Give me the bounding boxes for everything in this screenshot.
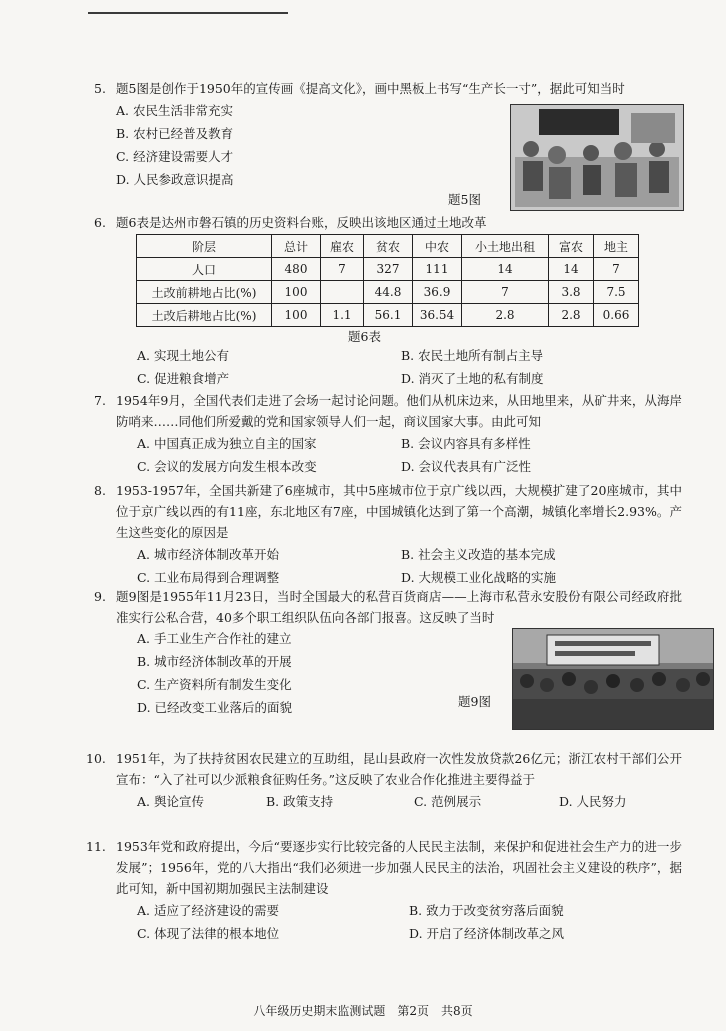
table-cell: 111 xyxy=(413,258,462,281)
option-a[interactable]: A. 手工业生产合作社的建立 xyxy=(137,631,292,646)
option-d[interactable]: D. 人民参政意识提高 xyxy=(116,172,234,187)
question-10-options xyxy=(116,790,682,813)
table-cell: 1.1 xyxy=(321,304,364,327)
question-number: 5. xyxy=(94,81,106,96)
table-header-cell: 雇农 xyxy=(321,235,364,258)
table-cell: 7 xyxy=(321,258,364,281)
table-cell: 土改前耕地占比(%) xyxy=(137,281,272,304)
figure-5-caption: 题5图 xyxy=(448,192,481,207)
option-d[interactable]: D. 已经改变工业落后的面貌 xyxy=(137,700,293,715)
question-number: 9. xyxy=(94,589,106,604)
option-b[interactable]: B. 政策支持 xyxy=(266,794,334,809)
table-row xyxy=(137,281,639,304)
table-header-cell: 中农 xyxy=(413,235,462,258)
option-a[interactable]: A. 适应了经济建设的需要 xyxy=(137,903,279,918)
question-number: 7. xyxy=(94,393,106,408)
option-c[interactable]: C. 会议的发展方向发生根本改变 xyxy=(137,459,317,474)
question-stem: 题5图是创作于1950年的宣传画《提高文化》，画中黑板上书写“生产长一寸”，据此可知当时 xyxy=(116,81,625,96)
option-c[interactable]: C. 生产资料所有制发生变化 xyxy=(137,677,292,692)
question-10 xyxy=(86,748,682,813)
question-6 xyxy=(94,212,682,233)
top-rule xyxy=(88,12,288,14)
table-header-row xyxy=(137,235,639,258)
table-header-cell: 阶层 xyxy=(137,235,272,258)
option-b[interactable]: B. 社会主义改造的基本完成 xyxy=(401,547,556,562)
table-cell: 2.8 xyxy=(462,304,549,327)
table-cell: 100 xyxy=(272,304,321,327)
option-d[interactable]: D. 会议代表具有广泛性 xyxy=(401,459,532,474)
option-c[interactable]: C. 体现了法律的根本地位 xyxy=(137,926,280,941)
table-cell: 0.66 xyxy=(594,304,639,327)
option-b[interactable]: B. 城市经济体制改革的开展 xyxy=(137,654,292,669)
table-cell: 2.8 xyxy=(549,304,594,327)
question-number: 10. xyxy=(86,751,106,766)
question-stem: 1953-1957年，全国共新建了6座城市，其中5座城市位于京广线以西，大规模扩建了20座城市，其中位于京广线以西的有11座，东北地区有7座，中国城镇化达到了第一个高潮，城镇化率增长2.93%。产生这些变化的原因是 xyxy=(116,483,682,540)
table-cell: 14 xyxy=(549,258,594,281)
option-a[interactable]: A. 农民生活非常充实 xyxy=(116,103,233,118)
table-cell: 7 xyxy=(594,258,639,281)
table-row xyxy=(137,258,639,281)
question-6-options-row-1 xyxy=(137,344,703,367)
table-cell: 7 xyxy=(462,281,549,304)
option-b[interactable]: B. 会议内容具有多样性 xyxy=(401,436,531,451)
table-cell: 100 xyxy=(272,281,321,304)
option-a[interactable]: A. 中国真正成为独立自主的国家 xyxy=(137,436,317,451)
question-stem: 题6表是达州市磐石镇的历史资料台账，反映出该地区通过土地改革 xyxy=(116,215,487,230)
option-d[interactable]: D. 人民努力 xyxy=(559,794,627,809)
question-9-options xyxy=(137,627,292,719)
option-b[interactable]: B. 致力于改变贫穷落后面貌 xyxy=(409,903,564,918)
option-b[interactable]: B. 农村已经普及教育 xyxy=(116,126,234,141)
question-number: 8. xyxy=(94,483,106,498)
table-row xyxy=(137,304,639,327)
land-reform-table xyxy=(136,234,639,327)
option-a[interactable]: A. 城市经济体制改革开始 xyxy=(137,547,279,562)
table-header-cell: 贫农 xyxy=(364,235,413,258)
option-b[interactable]: B. 农民土地所有制占主导 xyxy=(401,348,544,363)
question-6-options-row-2 xyxy=(137,367,703,390)
table-cell: 3.8 xyxy=(549,281,594,304)
table-cell: 327 xyxy=(364,258,413,281)
figure-9-caption: 题9图 xyxy=(458,694,491,709)
option-a[interactable]: A. 实现土地公有 xyxy=(137,348,229,363)
table-cell: 土改后耕地占比(%) xyxy=(137,304,272,327)
question-11-options-row-1 xyxy=(116,899,682,922)
table-cell xyxy=(321,281,364,304)
table-header-cell: 地主 xyxy=(594,235,639,258)
option-d[interactable]: D. 消灭了土地的私有制度 xyxy=(401,371,544,386)
question-number: 6. xyxy=(94,215,106,230)
option-c[interactable]: C. 范例展示 xyxy=(414,794,482,809)
question-8 xyxy=(94,480,682,589)
table-cell: 36.9 xyxy=(413,281,462,304)
question-7 xyxy=(94,390,682,478)
option-c[interactable]: C. 工业布局得到合理调整 xyxy=(137,570,280,585)
table-header-cell: 小土地出租 xyxy=(462,235,549,258)
question-7-options-row-2 xyxy=(116,455,682,478)
table-cell: 56.1 xyxy=(364,304,413,327)
option-d[interactable]: D. 开启了经济体制改革之风 xyxy=(409,926,565,941)
question-8-options-row-1 xyxy=(116,543,682,566)
question-stem: 题9图是1955年11月23日，当时全国最大的私营百货商店——上海市私营永安股份有限公司经政府批准实行公私合营，40多个职工组织队伍向各部门报喜。这反映了当时 xyxy=(116,589,682,625)
question-stem: 1953年党和政府提出，今后“要逐步实行比较完备的人民民主法制，来保护和促进社会生产力的进一步发展”；1956年，党的八大指出“我们必须进一步加强人民民主的法治，巩固社会主义建设的秩序”，据此可知，新中国初期加强民主法制建设 xyxy=(116,839,682,896)
figure-9-photo xyxy=(512,628,714,730)
figure-5-propaganda-poster xyxy=(510,104,684,211)
table-cell: 480 xyxy=(272,258,321,281)
option-a[interactable]: A. 舆论宣传 xyxy=(137,794,204,809)
question-stem: 1954年9月，全国代表们走进了会场一起讨论问题。他们从机床边来，从田地里来，从矿井来，从海岸防哨来……同他们所爱戴的党和国家领导人们一起，商议国家大事。由此可知 xyxy=(116,393,682,429)
page-footer: 八年级历史期末监测试题 第2页 共8页 xyxy=(253,1004,473,1018)
question-stem: 1951年，为了扶持贫困农民建立的互助组，昆山县政府一次性发放贷款26亿元；浙江农村干部们公开宣布：“入了社可以少派粮食征购任务。”这反映了农业合作化推进主要得益于 xyxy=(116,751,682,787)
option-d[interactable]: D. 大规模工业化战略的实施 xyxy=(401,570,557,585)
question-9 xyxy=(94,586,682,628)
table-cell: 14 xyxy=(462,258,549,281)
table-cell: 36.54 xyxy=(413,304,462,327)
table-header-cell: 富农 xyxy=(549,235,594,258)
option-c[interactable]: C. 促进粮食增产 xyxy=(137,371,230,386)
question-number: 11. xyxy=(86,839,106,854)
table-cell: 7.5 xyxy=(594,281,639,304)
question-11 xyxy=(86,836,682,945)
table-cell: 44.8 xyxy=(364,281,413,304)
question-11-options-row-2 xyxy=(116,922,682,945)
table-6-caption: 题6表 xyxy=(348,329,381,344)
table-header-cell: 总计 xyxy=(272,235,321,258)
option-c[interactable]: C. 经济建设需要人才 xyxy=(116,149,234,164)
table-cell: 人口 xyxy=(137,258,272,281)
question-7-options-row-1 xyxy=(116,432,682,455)
